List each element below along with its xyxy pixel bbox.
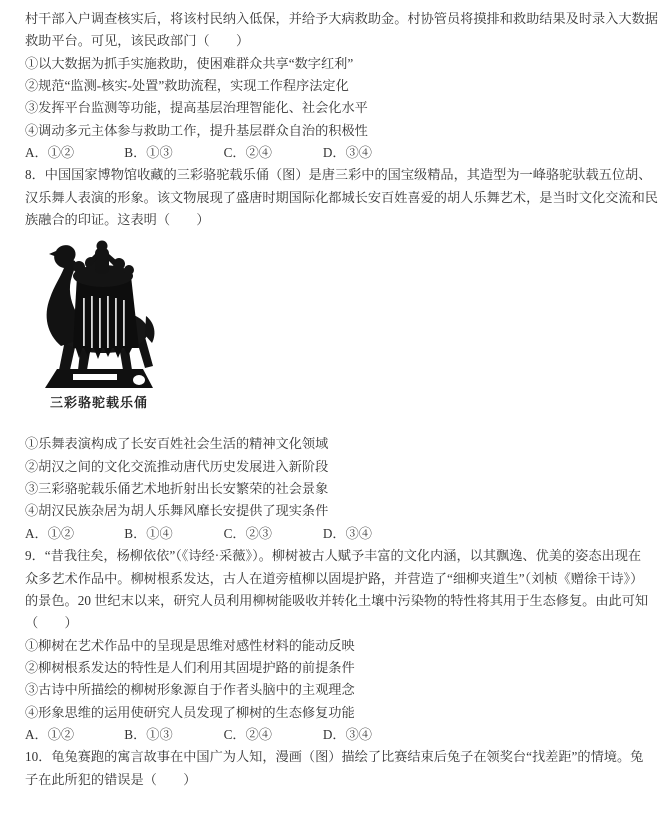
q10-stem-line-2: 子在此所犯的错误是（ ） xyxy=(25,771,197,787)
q7-answer-b: B．①③ xyxy=(124,145,173,161)
q8-stem-line-1: 8．中国国家博物馆收藏的三彩骆驼载乐俑（图）是唐三彩中的国宝级精品，其造型为一峰骆驼驮载五位胡、 xyxy=(25,167,652,183)
q7-stem-line-1: 村干部入户调查核实后，将该村民纳入低保，并给予大病救助金。村协管员将摸排和救助结果及时录入大数据 xyxy=(25,11,658,26)
q8-option-1: ①乐舞表演构成了长安百姓社会生活的精神文化领域 xyxy=(25,436,329,452)
q7-option-1: ①以大数据为抓手实施救助，使困难群众共享“数字红利” xyxy=(25,55,354,71)
q9-stem-line-1: 9．“昔我往矣，杨柳依依”（《诗经·采薇》）。柳树被古人赋予丰富的文化内涵，以其飘逸、优美的姿态出现在 xyxy=(25,548,642,564)
q8-stem-line-2: 汉乐舞人表演的形象。该文物展现了盛唐时期国际化都城长安百姓喜爱的胡人乐舞艺术，是当时文化交流和民 xyxy=(25,189,658,205)
q8-answer-a: A．①② xyxy=(25,525,75,541)
q8-answer-c: C．②③ xyxy=(223,525,272,541)
q9-answer-c: C．②④ xyxy=(223,726,272,742)
q8-answer-d: D．③④ xyxy=(322,525,372,541)
q9-answer-a: A．①② xyxy=(25,726,75,742)
q9-stem-line-4: （ ） xyxy=(25,615,78,631)
q9-stem-line-2: 众多艺术作品中。柳树根系发达，古人在道旁植柳以固堤护路，并营造了“细柳夹道生”（刘桢《赠徐干诗》） xyxy=(25,570,644,586)
q7-option-2: ②规范“监测-核实-处置”救助流程，实现工作程序法定化 xyxy=(25,78,349,94)
camel-figure xyxy=(33,240,165,411)
q10-stem-line-1: 10．龟兔赛跑的寓言故事在中国广为人知，漫画（图）描绘了比赛结束后兔子在领奖台“找差距”的情境。兔 xyxy=(25,749,644,765)
q9-answer-d: D．③④ xyxy=(322,726,372,742)
q9-option-1: ①柳树在艺术作品中的呈现是思维对感性材料的能动反映 xyxy=(25,637,355,653)
q9-option-4: ④形象思维的运用使研究人员发现了柳树的生态修复功能 xyxy=(25,704,355,720)
q9-answer-row xyxy=(25,724,647,746)
q8-stem-line-3: 族融合的印证。这表明（ ） xyxy=(25,212,210,228)
q7-stem-line-2: 救助平台。可见，该民政部门（ ） xyxy=(25,33,250,49)
q7-option-3: ③发挥平台监测等功能，提高基层治理智能化、社会化水平 xyxy=(25,100,368,116)
q9-option-2: ②柳树根系发达的特性是人们利用其固堤护路的前提条件 xyxy=(25,659,355,675)
q7-answer-a: A．①② xyxy=(25,145,75,161)
q9-stem-line-3: 的景色。20 世纪末以来，研究人员利用柳树能吸收并转化土壤中污染物的特性将其用于生态修复。由此可知 xyxy=(25,592,649,608)
q9-option-3: ③古诗中所描绘的柳树形象源自于作者头脑中的主观理念 xyxy=(25,682,355,698)
q7-option-4: ④调动多元主体参与救助工作，提升基层群众自治的积极性 xyxy=(25,122,368,138)
q7-answer-c: C．②④ xyxy=(223,145,272,161)
q8-answer-row xyxy=(25,523,647,545)
camel-figure-caption: 三彩骆驼载乐俑 xyxy=(49,395,148,411)
camel-statue-image xyxy=(33,240,165,390)
q8-option-4: ④胡汉民族杂居为胡人乐舞风靡长安提供了现实条件 xyxy=(25,503,329,519)
q7-answer-d: D．③④ xyxy=(322,145,372,161)
q7-answer-row xyxy=(25,142,647,164)
q9-answer-b: B．①③ xyxy=(124,726,173,742)
q8-option-3: ③三彩骆驼载乐俑艺术地折射出长安繁荣的社会景象 xyxy=(25,481,329,497)
q8-option-2: ②胡汉之间的文化交流推动唐代历史发展进入新阶段 xyxy=(25,458,329,474)
q8-answer-b: B．①④ xyxy=(124,525,173,541)
